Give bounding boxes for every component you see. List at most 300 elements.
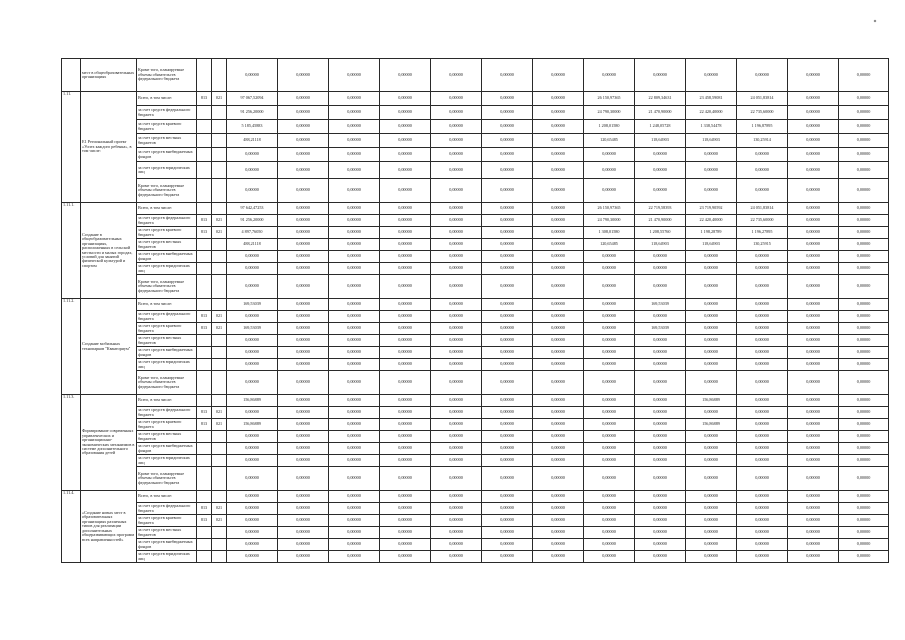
- amount-cell: 0,00000: [839, 371, 889, 395]
- amount-cell: 0,00000: [788, 407, 839, 419]
- amount-cell: 22 809,34631: [635, 92, 686, 106]
- amount-cell: 0,00000: [584, 539, 635, 551]
- amount-cell: 0,00000: [380, 443, 431, 455]
- section-code: 021: [212, 407, 227, 419]
- grbs-code: [197, 106, 212, 120]
- amount-cell: 0,00000: [788, 515, 839, 527]
- amount-cell: 0,00000: [788, 227, 839, 239]
- amount-cell: 0,00000: [431, 251, 482, 263]
- grbs-code: 813: [197, 407, 212, 419]
- section-code: [212, 134, 227, 148]
- amount-cell: 22 735,60000: [737, 215, 788, 227]
- amount-cell: 0,00000: [686, 179, 737, 203]
- funding-source: Всего, в том числе:: [137, 203, 197, 215]
- amount-cell: 0,00000: [635, 148, 686, 162]
- amount-cell: 0,00000: [329, 455, 380, 467]
- amount-cell: 0,00000: [533, 395, 584, 407]
- table-row: [62, 134, 889, 148]
- amount-cell: 0,00000: [329, 59, 380, 92]
- table-row: [62, 551, 889, 563]
- amount-cell: 0,00000: [635, 179, 686, 203]
- amount-cell: 0,00000: [329, 395, 380, 407]
- amount-cell: 0,00000: [329, 179, 380, 203]
- amount-cell: 0,00000: [788, 162, 839, 179]
- section-code: [212, 239, 227, 251]
- amount-cell: 0,00000: [686, 148, 737, 162]
- amount-cell: 0,00000: [431, 431, 482, 443]
- amount-cell: 0,00000: [584, 371, 635, 395]
- amount-cell: 0,00000: [635, 162, 686, 179]
- amount-cell: 0,00000: [380, 419, 431, 431]
- amount-cell: 0,00000: [584, 527, 635, 539]
- item-code: 1.11.1.: [62, 203, 81, 299]
- funding-source: за счет средств юридических лиц: [137, 263, 197, 275]
- amount-cell: 0,00000: [431, 443, 482, 455]
- table-row: [62, 162, 889, 179]
- amount-cell: 0,00000: [839, 323, 889, 335]
- amount-cell: 0,00000: [788, 455, 839, 467]
- amount-cell: 0,00000: [584, 419, 635, 431]
- amount-cell: 0,00000: [278, 527, 329, 539]
- amount-cell: 0,00000: [533, 134, 584, 148]
- amount-cell: 0,00000: [227, 467, 278, 491]
- amount-cell: 0,00000: [686, 263, 737, 275]
- amount-cell: 0,00000: [584, 347, 635, 359]
- budget-table: [61, 58, 889, 563]
- amount-cell: 0,00000: [737, 371, 788, 395]
- amount-cell: 0,00000: [533, 539, 584, 551]
- section-code: [212, 491, 227, 503]
- scan-speck: [874, 20, 877, 23]
- section-code: 021: [212, 323, 227, 335]
- section-code: [212, 263, 227, 275]
- amount-cell: 0,00000: [788, 263, 839, 275]
- amount-cell: 0,00000: [482, 551, 533, 563]
- funding-source: за счет средств юридических лиц: [137, 162, 197, 179]
- amount-cell: 0,00000: [482, 59, 533, 92]
- amount-cell: 0,00000: [584, 491, 635, 503]
- amount-cell: 0,00000: [482, 419, 533, 431]
- amount-cell: 0,00000: [278, 335, 329, 347]
- section-code: [212, 371, 227, 395]
- amount-cell: 0,00000: [278, 371, 329, 395]
- amount-cell: 488,21118: [227, 134, 278, 148]
- grbs-code: 813: [197, 515, 212, 527]
- amount-cell: 0,00000: [227, 275, 278, 299]
- amount-cell: 1 308,01580: [584, 227, 635, 239]
- amount-cell: 0,00000: [533, 491, 584, 503]
- section-code: [212, 359, 227, 371]
- amount-cell: 0,00000: [737, 251, 788, 263]
- amount-cell: 0,00000: [482, 275, 533, 299]
- amount-cell: 0,00000: [482, 263, 533, 275]
- amount-cell: 0,00000: [482, 335, 533, 347]
- amount-cell: 0,00000: [839, 431, 889, 443]
- amount-cell: 0,00000: [227, 148, 278, 162]
- amount-cell: 0,00000: [686, 431, 737, 443]
- amount-cell: 0,00000: [533, 371, 584, 395]
- amount-cell: 0,00000: [380, 371, 431, 395]
- amount-cell: 0,00000: [431, 335, 482, 347]
- amount-cell: 0,00000: [329, 491, 380, 503]
- amount-cell: 0,00000: [482, 311, 533, 323]
- amount-cell: 0,00000: [584, 162, 635, 179]
- amount-cell: 0,00000: [839, 263, 889, 275]
- amount-cell: 0,00000: [533, 347, 584, 359]
- amount-cell: 0,00000: [278, 148, 329, 162]
- amount-cell: 0,00000: [329, 92, 380, 106]
- amount-cell: 0,00000: [482, 515, 533, 527]
- table-row: [62, 503, 889, 515]
- grbs-code: [197, 59, 212, 92]
- amount-cell: 0,00000: [686, 515, 737, 527]
- amount-cell: 0,00000: [278, 134, 329, 148]
- amount-cell: 0,00000: [533, 239, 584, 251]
- item-name: «Создание новых мест в образовательных организациях различных типов для реализации дополнительных общеразвивающих программ всех направленностей»: [81, 491, 137, 563]
- amount-cell: 0,00000: [635, 311, 686, 323]
- grbs-code: 813: [197, 503, 212, 515]
- amount-cell: 0,00000: [737, 419, 788, 431]
- amount-cell: 0,00000: [533, 59, 584, 92]
- amount-cell: 0,00000: [227, 335, 278, 347]
- amount-cell: 0,00000: [533, 106, 584, 120]
- amount-cell: 0,00000: [737, 527, 788, 539]
- amount-cell: 0,00000: [788, 203, 839, 215]
- grbs-code: 813: [197, 215, 212, 227]
- amount-cell: 0,00000: [380, 467, 431, 491]
- amount-cell: 0,00000: [431, 179, 482, 203]
- amount-cell: 0,00000: [584, 148, 635, 162]
- amount-cell: 1 196,27895: [737, 227, 788, 239]
- section-code: 021: [212, 503, 227, 515]
- amount-cell: 0,00000: [686, 371, 737, 395]
- grbs-code: [197, 551, 212, 563]
- amount-cell: 1 248,05728: [635, 120, 686, 134]
- amount-cell: 0,00000: [329, 162, 380, 179]
- funding-source: за счет средств федерального бюджета: [137, 215, 197, 227]
- amount-cell: 0,00000: [737, 467, 788, 491]
- amount-cell: 0,00000: [329, 515, 380, 527]
- grbs-code: [197, 467, 212, 491]
- amount-cell: 169,53039: [635, 323, 686, 335]
- section-code: [212, 148, 227, 162]
- amount-cell: 0,00000: [533, 407, 584, 419]
- amount-cell: 0,00000: [533, 148, 584, 162]
- amount-cell: 0,00000: [329, 503, 380, 515]
- amount-cell: 0,00000: [839, 443, 889, 455]
- amount-cell: 120,65485: [584, 134, 635, 148]
- amount-cell: 0,00000: [482, 371, 533, 395]
- amount-cell: 0,00000: [227, 359, 278, 371]
- amount-cell: 24 790,30000: [584, 106, 635, 120]
- amount-cell: 0,00000: [533, 335, 584, 347]
- amount-cell: 0,00000: [788, 299, 839, 311]
- amount-cell: 0,00000: [380, 263, 431, 275]
- amount-cell: 0,00000: [839, 551, 889, 563]
- amount-cell: 0,00000: [533, 227, 584, 239]
- amount-cell: 0,00000: [431, 263, 482, 275]
- amount-cell: 0,00000: [380, 59, 431, 92]
- amount-cell: 0,00000: [584, 275, 635, 299]
- amount-cell: 0,00000: [380, 527, 431, 539]
- amount-cell: 0,00000: [788, 491, 839, 503]
- amount-cell: 0,00000: [788, 335, 839, 347]
- table-row: [62, 106, 889, 120]
- amount-cell: 0,00000: [788, 347, 839, 359]
- amount-cell: 0,00000: [227, 162, 278, 179]
- funding-source: за счет средств внебюджетных фондов: [137, 148, 197, 162]
- amount-cell: 0,00000: [329, 263, 380, 275]
- amount-cell: 22 420,40000: [686, 215, 737, 227]
- amount-cell: 0,00000: [788, 148, 839, 162]
- amount-cell: 118,64903: [686, 239, 737, 251]
- section-code: [212, 106, 227, 120]
- amount-cell: 0,00000: [686, 527, 737, 539]
- amount-cell: 0,00000: [380, 551, 431, 563]
- amount-cell: 22 735,60000: [737, 106, 788, 120]
- item-code: 1.11.4.: [62, 491, 81, 563]
- amount-cell: 0,00000: [329, 323, 380, 335]
- amount-cell: 0,00000: [533, 203, 584, 215]
- amount-cell: 1 198,28789: [686, 227, 737, 239]
- grbs-code: 813: [197, 323, 212, 335]
- amount-cell: 0,00000: [635, 503, 686, 515]
- amount-cell: 0,00000: [278, 311, 329, 323]
- section-code: [212, 179, 227, 203]
- amount-cell: 0,00000: [227, 263, 278, 275]
- amount-cell: 0,00000: [329, 527, 380, 539]
- amount-cell: 0,00000: [737, 431, 788, 443]
- amount-cell: 156,86889: [686, 395, 737, 407]
- amount-cell: 0,00000: [839, 407, 889, 419]
- section-code: [212, 539, 227, 551]
- item-name: Формирование современных управленческих и организационно-экономических механизмов в системе дополнительного образования детей: [81, 395, 137, 491]
- amount-cell: 0,00000: [278, 120, 329, 134]
- amount-cell: 0,00000: [584, 359, 635, 371]
- amount-cell: 0,00000: [278, 59, 329, 92]
- amount-cell: 0,00000: [482, 359, 533, 371]
- item-code: 1.11.3.: [62, 395, 81, 491]
- amount-cell: 24 051,83814: [737, 92, 788, 106]
- funding-source: за счет средств юридических лиц: [137, 455, 197, 467]
- amount-cell: 0,00000: [839, 359, 889, 371]
- amount-cell: 0,00000: [482, 148, 533, 162]
- amount-cell: 0,00000: [788, 92, 839, 106]
- amount-cell: 23 458,59081: [686, 92, 737, 106]
- amount-cell: 0,00000: [839, 148, 889, 162]
- amount-cell: 0,00000: [482, 215, 533, 227]
- item-code: 1.11.2.: [62, 299, 81, 395]
- amount-cell: 22 719,58393: [635, 203, 686, 215]
- amount-cell: 0,00000: [431, 407, 482, 419]
- amount-cell: 0,00000: [380, 431, 431, 443]
- amount-cell: 0,00000: [380, 120, 431, 134]
- amount-cell: 0,00000: [533, 503, 584, 515]
- grbs-code: [197, 148, 212, 162]
- amount-cell: 0,00000: [227, 443, 278, 455]
- amount-cell: 0,00000: [635, 467, 686, 491]
- funding-source: за счет средств краевого бюджета: [137, 120, 197, 134]
- amount-cell: 130,25914: [737, 134, 788, 148]
- section-code: [212, 299, 227, 311]
- amount-cell: 118,64903: [635, 239, 686, 251]
- amount-cell: 23 719,90592: [686, 203, 737, 215]
- amount-cell: 0,00000: [533, 299, 584, 311]
- amount-cell: 0,00000: [788, 527, 839, 539]
- amount-cell: 0,00000: [380, 134, 431, 148]
- table-row: [62, 227, 889, 239]
- amount-cell: 0,00000: [431, 455, 482, 467]
- amount-cell: 0,00000: [839, 134, 889, 148]
- amount-cell: 0,00000: [431, 215, 482, 227]
- section-code: [212, 527, 227, 539]
- item-name: Создание мобильных технопарков "Кванториум": [81, 299, 137, 395]
- amount-cell: 0,00000: [482, 120, 533, 134]
- amount-cell: 0,00000: [380, 106, 431, 120]
- amount-cell: 91 256,20000: [227, 215, 278, 227]
- grbs-code: [197, 335, 212, 347]
- amount-cell: 0,00000: [839, 203, 889, 215]
- amount-cell: 0,00000: [380, 395, 431, 407]
- amount-cell: 97 642,47253: [227, 203, 278, 215]
- amount-cell: 22 420,40000: [686, 106, 737, 120]
- amount-cell: 0,00000: [227, 539, 278, 551]
- amount-cell: 0,00000: [686, 251, 737, 263]
- amount-cell: 0,00000: [278, 347, 329, 359]
- amount-cell: 0,00000: [737, 179, 788, 203]
- amount-cell: 0,00000: [482, 251, 533, 263]
- section-code: [212, 467, 227, 491]
- amount-cell: 0,00000: [584, 179, 635, 203]
- amount-cell: 0,00000: [278, 215, 329, 227]
- grbs-code: [197, 431, 212, 443]
- amount-cell: 0,00000: [533, 527, 584, 539]
- item-name: Создание в общеобразовательных организациях, расположенных в сельской местности и малых городах, условий для занятий физической культурой и спортом: [81, 203, 137, 299]
- amount-cell: 5 185,45883: [227, 120, 278, 134]
- amount-cell: 0,00000: [584, 407, 635, 419]
- amount-cell: 0,00000: [584, 551, 635, 563]
- amount-cell: 0,00000: [431, 419, 482, 431]
- amount-cell: 0,00000: [839, 335, 889, 347]
- amount-cell: 0,00000: [431, 311, 482, 323]
- amount-cell: 0,00000: [329, 134, 380, 148]
- amount-cell: 120,65485: [584, 239, 635, 251]
- amount-cell: 0,00000: [788, 503, 839, 515]
- funding-source: за счет средств федерального бюджета: [137, 503, 197, 515]
- funding-source: за счет средств местных бюджетов: [137, 134, 197, 148]
- amount-cell: 0,00000: [278, 323, 329, 335]
- amount-cell: 0,00000: [329, 299, 380, 311]
- table-row: [62, 419, 889, 431]
- amount-cell: 0,00000: [686, 311, 737, 323]
- amount-cell: 0,00000: [278, 275, 329, 299]
- amount-cell: 0,00000: [737, 59, 788, 92]
- amount-cell: 0,00000: [278, 407, 329, 419]
- amount-cell: 0,00000: [788, 106, 839, 120]
- amount-cell: 0,00000: [839, 275, 889, 299]
- amount-cell: 0,00000: [431, 239, 482, 251]
- amount-cell: 0,00000: [584, 59, 635, 92]
- amount-cell: 0,00000: [686, 539, 737, 551]
- amount-cell: 0,00000: [380, 491, 431, 503]
- amount-cell: 0,00000: [737, 515, 788, 527]
- amount-cell: 0,00000: [533, 179, 584, 203]
- amount-cell: 0,00000: [533, 323, 584, 335]
- amount-cell: 0,00000: [431, 59, 482, 92]
- amount-cell: 0,00000: [482, 106, 533, 120]
- table-row: [62, 120, 889, 134]
- grbs-code: [197, 527, 212, 539]
- budget-table-body: [62, 59, 889, 563]
- amount-cell: 0,00000: [278, 162, 329, 179]
- amount-cell: 0,00000: [839, 120, 889, 134]
- table-row: [62, 395, 889, 407]
- amount-cell: 0,00000: [431, 106, 482, 120]
- amount-cell: 0,00000: [686, 275, 737, 299]
- amount-cell: 0,00000: [431, 134, 482, 148]
- amount-cell: 0,00000: [278, 299, 329, 311]
- funding-source: Кроме того, планируемые объемы обязательств федерального бюджета: [137, 467, 197, 491]
- amount-cell: 1 208,01580: [584, 120, 635, 134]
- grbs-code: [197, 263, 212, 275]
- amount-cell: 0,00000: [278, 203, 329, 215]
- funding-source: за счет средств местных бюджетов: [137, 527, 197, 539]
- amount-cell: 0,00000: [788, 467, 839, 491]
- amount-cell: 0,00000: [788, 311, 839, 323]
- amount-cell: 0,00000: [686, 59, 737, 92]
- grbs-code: [197, 239, 212, 251]
- amount-cell: 0,00000: [329, 431, 380, 443]
- amount-cell: 0,00000: [380, 359, 431, 371]
- amount-cell: 0,00000: [788, 134, 839, 148]
- amount-cell: 0,00000: [482, 179, 533, 203]
- amount-cell: 0,00000: [482, 203, 533, 215]
- amount-cell: 0,00000: [788, 419, 839, 431]
- item-code: 1.11.: [62, 92, 81, 203]
- section-code: [212, 275, 227, 299]
- amount-cell: 0,00000: [329, 371, 380, 395]
- amount-cell: 0,00000: [584, 323, 635, 335]
- grbs-code: [197, 299, 212, 311]
- amount-cell: 0,00000: [737, 347, 788, 359]
- amount-cell: 0,00000: [278, 106, 329, 120]
- amount-cell: 0,00000: [788, 551, 839, 563]
- amount-cell: 0,00000: [533, 120, 584, 134]
- funding-source: за счет средств внебюджетных фондов: [137, 443, 197, 455]
- amount-cell: 0,00000: [635, 491, 686, 503]
- amount-cell: 0,00000: [278, 239, 329, 251]
- amount-cell: 0,00000: [278, 263, 329, 275]
- grbs-code: [197, 203, 212, 215]
- section-code: [212, 251, 227, 263]
- amount-cell: 0,00000: [737, 323, 788, 335]
- amount-cell: 0,00000: [380, 323, 431, 335]
- amount-cell: 0,00000: [635, 419, 686, 431]
- amount-cell: 0,00000: [227, 371, 278, 395]
- amount-cell: 0,00000: [584, 251, 635, 263]
- amount-cell: 0,00000: [839, 227, 889, 239]
- grbs-code: [197, 395, 212, 407]
- amount-cell: 0,00000: [635, 551, 686, 563]
- amount-cell: 0,00000: [227, 311, 278, 323]
- section-code: [212, 443, 227, 455]
- amount-cell: 0,00000: [839, 162, 889, 179]
- amount-cell: 21 470,90000: [635, 106, 686, 120]
- amount-cell: 0,00000: [431, 371, 482, 395]
- funding-source: за счет средств внебюджетных фондов: [137, 251, 197, 263]
- amount-cell: 0,00000: [329, 347, 380, 359]
- amount-cell: 0,00000: [431, 395, 482, 407]
